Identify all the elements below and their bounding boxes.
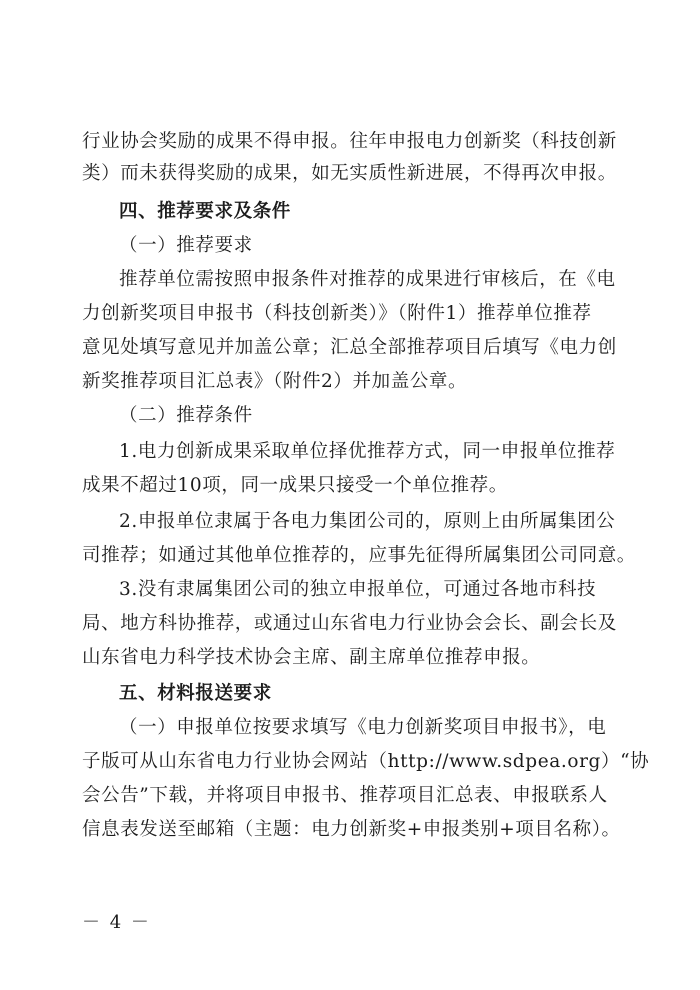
page-number: － 4 － [82, 912, 151, 933]
paragraph-line: 会公告”下载，并将项目申报书、推荐项目汇总表、申报联系人 [82, 785, 608, 806]
section-heading-5: 五、材料报送要求 [119, 683, 272, 704]
paragraph-line: 行业协会奖励的成果不得申报。往年申报电力创新奖（科技创新 [82, 131, 617, 152]
paragraph-line: 1.电力创新成果采取单位择优推荐方式，同一申报单位推荐 [119, 441, 616, 462]
paragraph-line: 2.申报单位隶属于各电力集团公司的，原则上由所属集团公 [119, 511, 616, 532]
paragraph-line: 新奖推荐项目汇总表》（附件2）并加盖公章。 [82, 371, 468, 392]
paragraph-line: （一）申报单位按要求填写《电力创新奖项目申报书》，电 [119, 717, 607, 738]
subsection-heading-recommend-requirements: （一）推荐要求 [119, 235, 253, 256]
paragraph-line: 3.没有隶属集团公司的独立申报单位，可通过各地市科技 [119, 579, 597, 600]
paragraph-line: 子版可从山东省电力行业协会网站（http://www.sdpea.org）“协 [82, 751, 650, 772]
paragraph-line: 信息表发送至邮箱（主题：电力创新奖+申报类别+项目名称）。 [82, 819, 621, 840]
paragraph-line: 成果不超过10项，同一成果只接受一个单位推荐。 [82, 475, 508, 496]
paragraph-line: 意见处填写意见并加盖公章；汇总全部推荐项目后填写《电力创 [82, 337, 617, 358]
paragraph-line: 局、地方科协推荐，或通过山东省电力行业协会会长、副会长及 [82, 613, 617, 634]
paragraph-line: 力创新奖项目申报书（科技创新类）》（附件1）推荐单位推荐 [82, 303, 592, 324]
paragraph-line: 山东省电力科学技术协会主席、副主席单位推荐申报。 [82, 647, 541, 668]
paragraph-line: 司推荐；如通过其他单位推荐的，应事先征得所属集团公司同意。 [82, 545, 636, 566]
paragraph-line: 类）而未获得奖励的成果，如无实质性新进展，不得再次申报。 [82, 163, 617, 184]
section-heading-4: 四、推荐要求及条件 [119, 201, 291, 222]
paragraph-line: 推荐单位需按照申报条件对推荐的成果进行审核后，在《电 [119, 269, 616, 290]
subsection-heading-recommend-conditions: （二）推荐条件 [119, 405, 253, 426]
